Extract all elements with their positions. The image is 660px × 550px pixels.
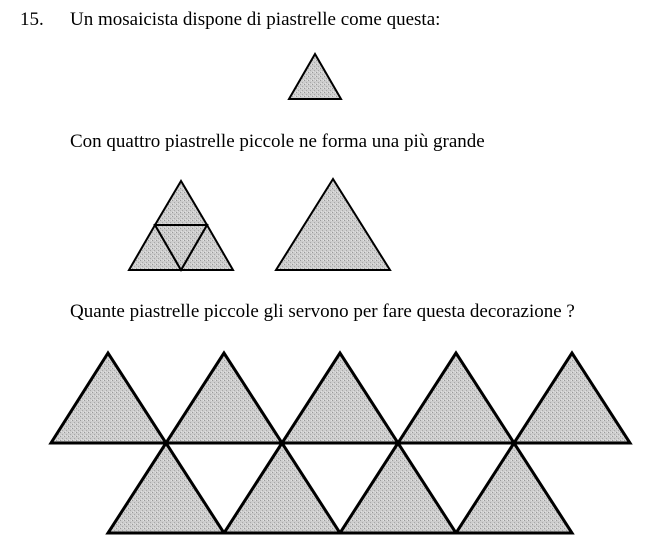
question-number: 15. [20,9,44,30]
large-tile-shape [276,179,390,270]
question-intro-text: Un mosaicista dispone di piastrelle come questa: [70,9,441,30]
decoration-triangle [456,443,572,533]
question-prompt-text: Quante piastrelle piccole gli servono per fare questa decorazione ? [70,301,575,322]
small-tile [289,54,341,99]
small-tile [155,181,207,225]
decoration-triangle [224,443,340,533]
decoration-top-row [51,353,630,443]
decoration-gap-outlines [166,443,514,533]
large-tile [276,179,390,270]
decoration-triangle [282,353,398,443]
decoration-triangle [340,443,456,533]
decoration-bottom-row [108,443,572,533]
four-tile-composite [129,181,233,270]
decoration-triangle [398,353,514,443]
decoration-triangle [166,353,282,443]
single-tile [289,54,341,99]
decoration-triangle [514,353,630,443]
decoration-triangle [108,443,224,533]
decoration-triangle [51,353,166,443]
combine-instruction-text: Con quattro piastrelle piccole ne forma una più grande [70,131,485,152]
